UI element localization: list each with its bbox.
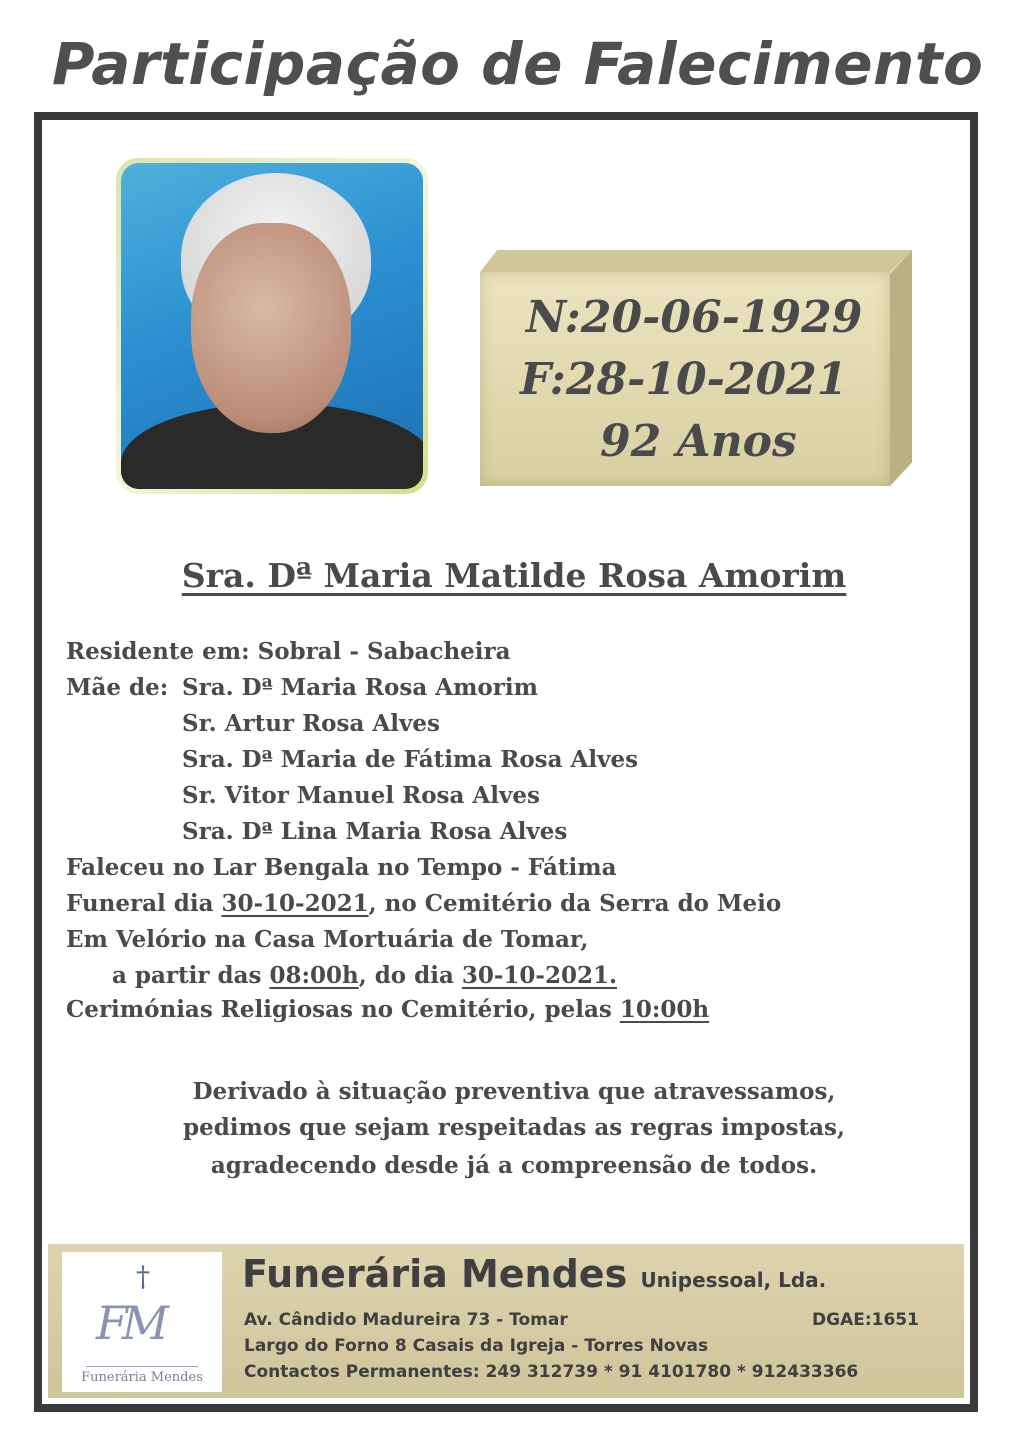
funeral-line: Funeral dia 30-10-2021, no Cemitério da Serra do Meio [66,890,782,917]
portrait-image [121,163,423,489]
deceased-name: Sra. Dª Maria Matilde Rosa Amorim [181,556,847,595]
funeral-home-footer [48,1244,964,1398]
child-name: Sra. Dª Lina Maria Rosa Alves [182,818,568,845]
child-name: Sra. Dª Maria de Fátima Rosa Alves [182,746,639,773]
child-name: Sr. Artur Rosa Alves [182,710,440,737]
residence-line: Residente em: Sobral - Sabacheira [66,638,511,665]
funeral-home-logo [62,1252,222,1392]
portrait-photo [116,158,428,494]
page-title: Participação de Falecimento [52,30,984,98]
wake-time-line: a partir das 08:00h, do dia 30-10-2021. [112,962,618,989]
funeral-date: 30-10-2021 [221,890,369,917]
portrait-face [191,223,351,433]
wake-line: Em Velório na Casa Mortuária de Tomar, [66,926,589,953]
mother-label: Mãe de: [66,674,169,701]
logo-name: Funerária Mendes [81,1370,203,1385]
address-torres-novas: Largo do Forno 8 Casais da Igreja - Torres Novas [244,1336,709,1356]
notice-line: agradecendo desde já a compreensão de todos. [210,1152,818,1179]
notice-frame [34,112,978,1412]
ceremony-line: Cerimónias Religiosas no Cemitério, pelas 10:00h [66,996,710,1023]
notice-line: Derivado à situação preventiva que atravessamos, [192,1078,836,1105]
death-date: F:28-10-2021 [520,354,848,405]
wake-time: 08:00h [269,962,359,989]
contacts-line: Contactos Permanentes: 249 312739 * 91 4101780 * 912433366 [244,1362,859,1382]
plaque-side [890,250,912,486]
age: 92 Anos [600,416,797,467]
logo-divider [86,1366,198,1367]
child-name: Sr. Vitor Manuel Rosa Alves [182,782,540,809]
plaque-top [480,250,912,272]
funeral-home-name: Funerária Mendes Unipessoal, Lda. [242,1252,827,1296]
wake-date: 30-10-2021. [461,962,618,989]
birth-date: N:20-06-1929 [526,292,863,343]
child-name: Sra. Dª Maria Rosa Amorim [182,674,538,701]
logo-monogram: FM [96,1296,164,1350]
address-tomar: Av. Cândido Madureira 73 - Tomar [244,1310,568,1330]
date-plaque [480,250,910,486]
ceremony-time: 10:00h [619,996,710,1023]
cross-icon: † [136,1260,150,1293]
dgae-number: DGAE:1651 [812,1310,919,1330]
notice-line: pedimos que sejam respeitadas as regras impostas, [183,1114,845,1141]
death-place-line: Faleceu no Lar Bengala no Tempo - Fátima [66,854,617,881]
